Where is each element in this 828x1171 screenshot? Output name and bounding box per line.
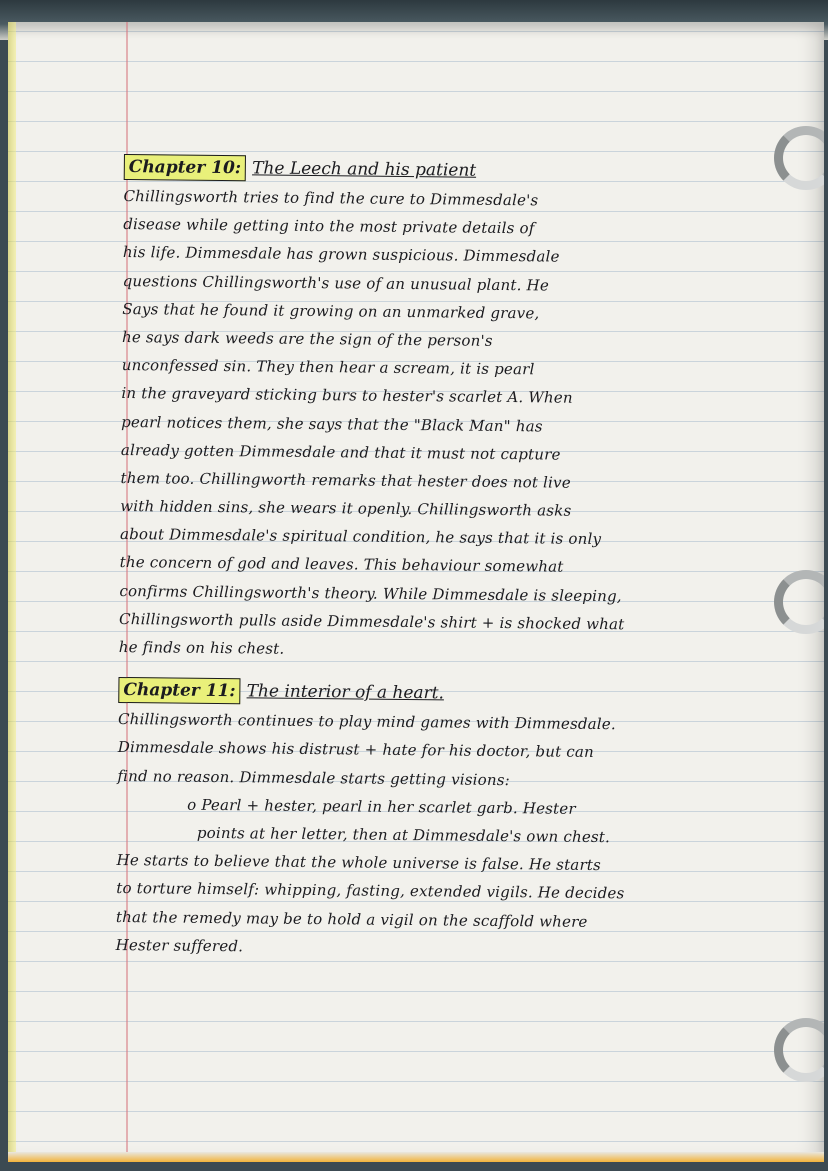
note-bullet-line: o Pearl + hester, pearl in her scarlet garb. Hester [187, 795, 576, 818]
note-line: confirms Chillingsworth's theory. While Dimmesdale is sleeping, [119, 581, 622, 605]
chapter-11-subtitle: The interior of a heart. [246, 681, 445, 704]
note-line: Says that he found it growing on an unmarked grave, [122, 299, 540, 323]
note-line: unconfessed sin. They then hear a scream, it is pearl [121, 356, 535, 379]
note-line: them too. Chillingworth remarks that hester does not live [120, 468, 571, 492]
page-bottom-edge [8, 1152, 824, 1162]
note-line: already gotten Dimmesdale and that it must not capture [120, 440, 561, 464]
handwritten-notes [116, 152, 724, 965]
note-line: Hester suffered. [115, 935, 244, 955]
note-line: points at her letter, then at Dimmesdale's own chest. [196, 823, 611, 847]
note-line: Chillingsworth pulls aside Dimmesdale's shirt + is shocked what [119, 609, 625, 634]
note-line: He starts to believe that the whole universe is false. He starts [116, 851, 602, 875]
note-line: find no reason. Dimmesdale starts getting visions: [117, 766, 511, 789]
note-line: the concern of god and leaves. This behaviour somewhat [119, 553, 564, 577]
chapter-10-subtitle: The Leech and his patient [252, 158, 477, 181]
binder-ring-middle [774, 570, 824, 634]
note-line: with hidden sins, she wears it openly. Chillingsworth asks [120, 497, 572, 520]
chapter-11-body [116, 705, 719, 965]
chapter-11-label: Chapter 11: [118, 677, 241, 704]
note-line: Chillingsworth tries to find the cure to Dimmesdale's [123, 186, 539, 210]
note-line: about Dimmesdale's spiritual condition, he says that it is only [119, 525, 602, 549]
page-left-edge [8, 22, 16, 1162]
note-line: in the graveyard sticking burs to hester's scarlet A. When [121, 384, 573, 408]
note-line: he finds on his chest. [118, 637, 285, 658]
note-line: pearl notices them, she says that the "Black Man" has [121, 412, 543, 435]
binder-ring-top [774, 126, 824, 190]
binder-ring-bottom [774, 1018, 824, 1082]
note-line: Chillingsworth continues to play mind games with Dimmesdale. [117, 710, 617, 734]
note-line: disease while getting into the most private details of [123, 215, 535, 238]
note-line: questions Chillingsworth's use of an unusual plant. He [122, 271, 550, 295]
chapter-10-label: Chapter 10: [124, 154, 247, 181]
note-line: he says dark weeds are the sign of the person's [121, 327, 493, 350]
note-line: that the remedy may be to hold a vigil on the scaffold where [115, 907, 588, 931]
note-line: his life. Dimmesdale has grown suspicious. Dimmesdale [122, 243, 560, 266]
chapter-10-body [119, 182, 724, 667]
note-line: Dimmesdale shows his distrust + hate for his doctor, but can [117, 738, 595, 762]
note-line: to torture himself: whipping, fasting, extended vigils. He decides [116, 879, 625, 903]
